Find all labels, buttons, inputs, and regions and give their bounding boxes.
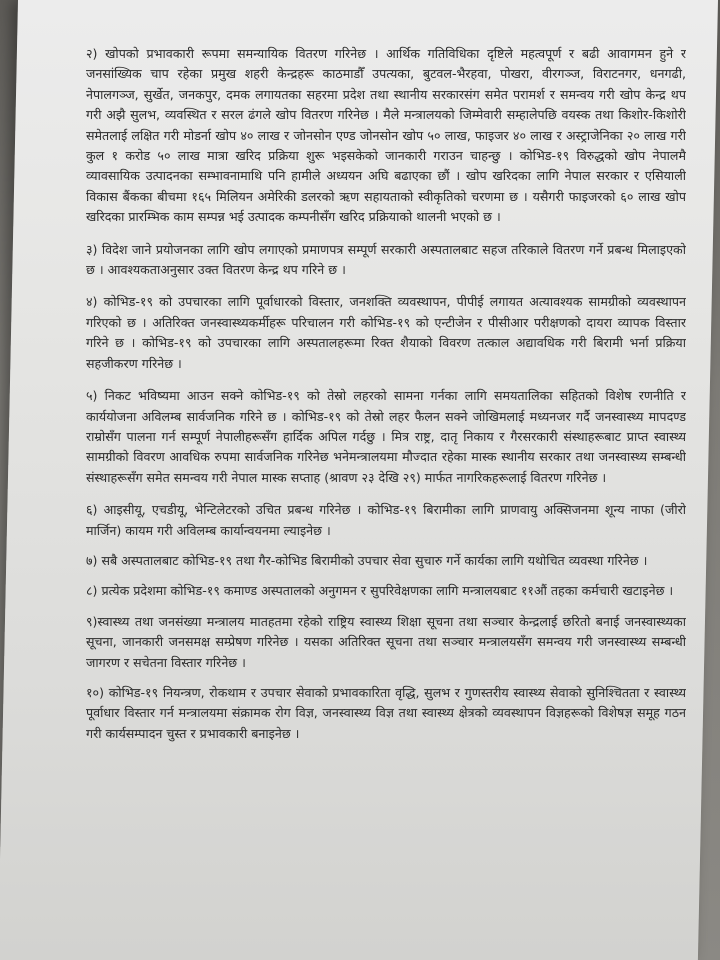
paragraph-8-command-hospital: ८) प्रत्येक प्रदेशमा कोभिड-१९ कमाण्ड अस्पतालको अनुगमन र सुपरिवेक्षणका लागि मन्त्रालयबाट ११औं तहका कर्मचारी खटाइनेछ । — [86, 583, 674, 599]
paragraph-6-icu-oxygen: ६) आइसीयू, एचडीयू, भेन्टिलेटरको उचित प्रबन्ध गरिनेछ । कोभिड-१९ बिरामीका लागि प्राणवायु अक्सिजनमा शून्य नाफा (जीरो मार्जिन) कायम गरी अविलम्ब कार्यान्वयनमा ल्याइनेछ । — [86, 502, 686, 538]
paragraph-9-health-communication: ९)स्वास्थ्य तथा जनसंख्या मन्त्रालय मातहतमा रहेको राष्ट्रिय स्वास्थ्य शिक्षा सूचना तथा सञ्चार केन्द्रलाई छरितो बनाई जनस्वास्थ्यका सूचना, जानकारी जनसमक्ष सम्प्रेषण गरिनेछ । यसका अतिरिक्त सूचना तथा सञ्चार मन्त्रालयसँग समन्वय गरी जनस्वास्थ्य सम्बन्धी जागरण र सचेतना विस्तार गरिनेछ । — [86, 613, 686, 670]
paragraph-7-hospital-services: ७) सबै अस्पतालबाट कोभिड-१९ तथा गैर-कोभिड बिरामीको उपचार सेवा सुचारु गर्ने कार्यका लागि यथोचित व्यवस्था गरिनेछ । — [86, 552, 648, 568]
paragraph-5-third-wave-strategy: ५) निकट भविष्यमा आउन सक्ने कोभिड-१९ को तेस्रो लहरको सामना गर्नका लागि समयतालिका सहितको विशेष रणनीति र कार्ययोजना अविलम्ब सार्वजनिक गरिने छ । कोभिड-१९ को तेस्रो लहर फैलन सक्ने जोखिमलाई मध्यनजर गर्दै जनस्वास्थ्य मापदण्ड राम्रोसँग पालना गर्न सम्पूर्ण नेपालीहरूसँग हार्दिक अपिल गर्दछु । मित्र राष्ट्र, दातृ निकाय र गैरसरकारी संस्थाहरूबाट प्राप्त स्वास्थ्य सामग्रीको विवरण आवधिक रुपमा सार्वजनिक गरिनेछ भनेमन्त्रालयमा मौज्दात रहेका मास्क स्थानीय सरकार तथा जनस्वास्थ्य सम्बन्धी संस्थाहरूसँग समेत समन्वय गरी नेपाल मास्क सप्ताह (श्रावण २३ देखि २९) मार्फत नागरिकहरूलाई वितरण गरिनेछ । — [86, 388, 686, 485]
paragraph-10-expert-group: १०) कोभिड-१९ नियन्त्रण, रोकथाम र उपचार सेवाको प्रभावकारिता वृद्धि, सुलभ र गुणस्तरीय स्वास्थ्य सेवाको सुनिश्चितता र स्वास्थ्य पूर्वाधार विस्तार गर्न मन्त्रालयमा संक्रामक रोग विज्ञ, जनस्वास्थ्य विज्ञ तथा स्वास्थ्य क्षेत्रको व्यवस्थापन विज्ञहरूको विशेषज्ञ समूह गठन गरी कार्यसम्पादन चुस्त र प्रभावकारी बनाइनेछ । — [86, 684, 686, 741]
document-page — [86, 44, 686, 924]
paragraph-2-vaccine-distribution: २) खोपको प्रभावकारी रूपमा समन्यायिक वितरण गरिनेछ । आर्थिक गतिविधिका दृष्टिले महत्वपूर्ण र बढी आवागमन हुने र जनसांख्यिक चाप रहेका प्रमुख शहरी केन्द्रहरू काठमाडौँ उपत्यका, बुटवल-भैरहवा, पोखरा, वीरगञ्ज, विराटनगर, धनगढी, नेपालगञ्ज, सुर्खेत, जनकपुर, दमक लगायतका सहरमा प्रदेश तथा स्थानीय सरकारसंग समेत परामर्श र समन्वय गरी खोप केन्द्र थप गरी अझै सुलभ, व्यवस्थित र सरल ढंगले खोप वितरण गरिनेछ । मैले मन्त्रालयको जिम्मेवारी सम्हालेपछि वयस्क तथा किशोर-किशोरी समेतलाई लक्षित गरी मोडर्ना खोप ४० लाख र जोनसोन एण्ड जोनसोन खोप ५० लाख, फाइजर ४० लाख र अस्ट्राजेनिका २० लाख गरी कुल १ करोड ५० लाख मात्रा खरिद प्रक्रिया शुरू भइसकेको जानकारी गराउन चाहन्छु । कोभिड-१९ विरुद्धको खोप नेपालमै व्यावसायिक उत्पादनका सम्भावनामाथि पनि हामीले अध्ययन अघि बढाएका छौं । खोप खरिदका लागि नेपाल सरकार र एसियाली विकास बैंकका बीचमा १६५ मिलियन अमेरिकी डलरको ऋण सहायताको स्वीकृतिको चरणमा छ । यसैगरी फाइजरको ६० लाख खोप खरिदका प्रारम्भिक काम सम्पन्न भई उत्पादक कम्पनीसँग खरिद प्रक्रियाको थालनी भएको छ । — [86, 46, 686, 225]
paragraph-4-treatment-infrastructure: ४) कोभिड-१९ को उपचारका लागि पूर्वाधारको विस्तार, जनशक्ति व्यवस्थापन, पीपीई लगायत अत्यावश्यक सामग्रीको व्यवस्थापन गरिएको छ । अतिरिक्त जनस्वास्थ्यकर्मीहरू परिचालन गरी कोभिड-१९ को एन्टीजेन र पीसीआर परीक्षणको दायरा व्यापक विस्तार गरिने छ । कोभिड-१९ को उपचारका लागि अस्पतालहरूमा रिक्त शैयाको विवरण तत्काल अद्यावधिक गरी बिरामी भर्ना प्रक्रिया सहजीकरण गरिनेछ । — [86, 294, 686, 371]
paragraph-3-vaccine-certificate: ३) विदेश जाने प्रयोजनका लागि खोप लगाएको प्रमाणपत्र सम्पूर्ण सरकारी अस्पतालबाट सहज तरिकाले वितरण गर्ने प्रबन्ध मिलाइएको छ । आवश्यकताअनुसार उक्त वितरण केन्द्र थप गरिने छ । — [86, 241, 686, 278]
